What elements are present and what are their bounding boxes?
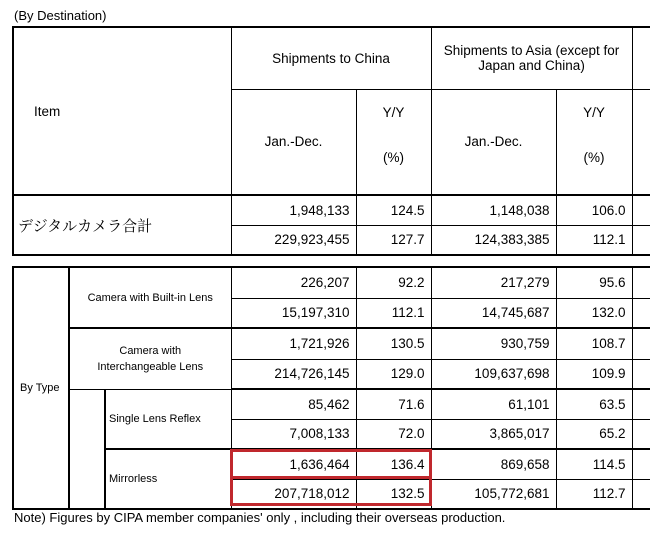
total-value-china: 229,923,455 xyxy=(231,225,356,255)
mirrorless-units-china-yy: 136.4 xyxy=(356,449,431,479)
china-jan-dec-header: Jan.-Dec. xyxy=(231,89,356,195)
total-value-asia: 124,383,385 xyxy=(431,225,556,255)
total-units-asia-yy: 106.0 xyxy=(556,195,632,225)
interchangeable-value-china: 214,726,145 xyxy=(231,359,356,389)
asia-header: Shipments to Asia (except for Japan and China) xyxy=(431,27,632,89)
builtin-units-asia: 217,279 xyxy=(431,267,556,298)
header-table xyxy=(12,26,650,256)
interchangeable-units-asia: 930,759 xyxy=(431,328,556,359)
builtin-value-china-yy: 112.1 xyxy=(356,298,431,328)
interchangeable-units-china-yy: 130.5 xyxy=(356,328,431,359)
slr-units-china: 85,462 xyxy=(231,389,356,419)
slr-value-china: 7,008,133 xyxy=(231,419,356,449)
total-units-asia: 1,148,038 xyxy=(431,195,556,225)
interchangeable-lens-label xyxy=(69,328,231,389)
mirrorless-value-asia-yy: 112.7 xyxy=(556,479,632,509)
total-units-china-yy: 124.5 xyxy=(356,195,431,225)
extra-column-cell xyxy=(632,267,650,298)
asia-yy-label: Y/Y xyxy=(583,104,605,120)
china-header: Shipments to China xyxy=(231,27,431,89)
asia-yy-header xyxy=(556,89,632,195)
mirrorless-units-china: 1,636,464 xyxy=(231,449,356,479)
mirrorless-value-china-yy: 132.5 xyxy=(356,479,431,509)
extra-column-cell xyxy=(632,479,650,509)
mirrorless-units-asia-yy: 114.5 xyxy=(556,449,632,479)
interchangeable-value-china-yy: 129.0 xyxy=(356,359,431,389)
china-yy-header xyxy=(356,89,431,195)
extra-column-cell xyxy=(632,328,650,359)
slr-units-china-yy: 71.6 xyxy=(356,389,431,419)
interchangeable-label-line2: Interchangeable Lens xyxy=(97,360,204,373)
footnote: Note) Figures by CIPA member companies' only , including their overseas production. xyxy=(14,510,506,525)
builtin-lens-label: Camera with Built-in Lens xyxy=(69,267,231,328)
mirrorless-label: Mirrorless xyxy=(105,449,231,509)
extra-column-cell xyxy=(632,225,650,255)
sub-type-spacer xyxy=(69,389,105,509)
extra-column-cell xyxy=(632,359,650,389)
extra-column-cell xyxy=(632,389,650,419)
interchangeable-value-asia: 109,637,698 xyxy=(431,359,556,389)
extra-column-header xyxy=(632,27,650,89)
builtin-units-china: 226,207 xyxy=(231,267,356,298)
total-label: デジタルカメラ合計 xyxy=(13,195,231,255)
builtin-value-china: 15,197,310 xyxy=(231,298,356,328)
mirrorless-value-china: 207,718,012 xyxy=(231,479,356,509)
slr-label: Single Lens Reflex xyxy=(105,389,231,449)
slr-value-china-yy: 72.0 xyxy=(356,419,431,449)
builtin-value-asia: 14,745,687 xyxy=(431,298,556,328)
total-units-china: 1,948,133 xyxy=(231,195,356,225)
extra-column-cell xyxy=(632,195,650,225)
slr-units-asia-yy: 63.5 xyxy=(556,389,632,419)
interchangeable-label-line1: Camera with xyxy=(119,344,182,357)
builtin-units-asia-yy: 95.6 xyxy=(556,267,632,298)
china-yy-label: Y/Y xyxy=(382,104,405,120)
mirrorless-units-asia: 869,658 xyxy=(431,449,556,479)
extra-column-cell xyxy=(632,89,650,195)
slr-value-asia-yy: 65.2 xyxy=(556,419,632,449)
slr-value-asia: 3,865,017 xyxy=(431,419,556,449)
by-type-label: By Type xyxy=(13,267,69,509)
interchangeable-units-asia-yy: 108.7 xyxy=(556,328,632,359)
total-value-asia-yy: 112.1 xyxy=(556,225,632,255)
interchangeable-value-asia-yy: 109.9 xyxy=(556,359,632,389)
total-value-china-yy: 127.7 xyxy=(356,225,431,255)
builtin-units-china-yy: 92.2 xyxy=(356,267,431,298)
asia-jan-dec-header: Jan.-Dec. xyxy=(431,89,556,195)
highlight-box-units xyxy=(230,449,432,479)
mirrorless-value-asia: 105,772,681 xyxy=(431,479,556,509)
builtin-value-asia-yy: 132.0 xyxy=(556,298,632,328)
item-header: Item xyxy=(13,27,231,195)
china-pct-label: (%) xyxy=(383,149,404,165)
slr-units-asia: 61,101 xyxy=(431,389,556,419)
extra-column-cell xyxy=(632,419,650,449)
interchangeable-units-china: 1,721,926 xyxy=(231,328,356,359)
asia-pct-label: (%) xyxy=(583,149,605,165)
table-caption: (By Destination) xyxy=(14,8,107,23)
extra-column-cell xyxy=(632,449,650,479)
extra-column-cell xyxy=(632,298,650,328)
highlight-box-value xyxy=(230,476,432,506)
